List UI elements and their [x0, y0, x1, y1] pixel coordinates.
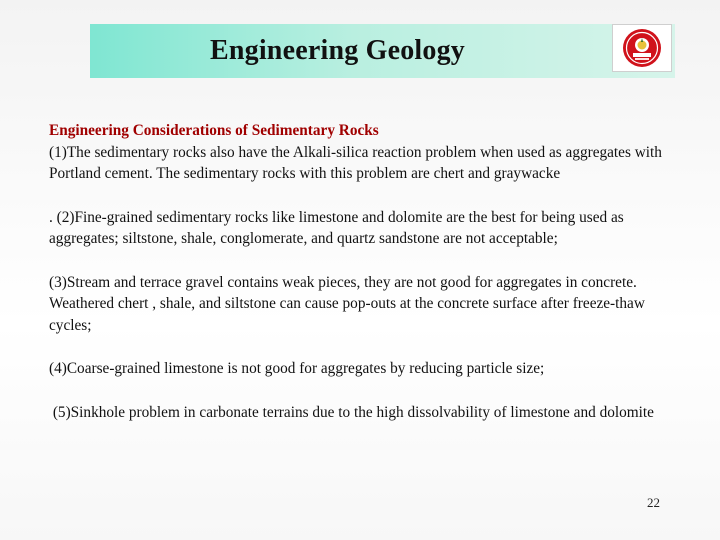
- paragraph-1: (1)The sedimentary rocks also have the Alkali-silica reaction problem when used as aggregates with Portland cement. The sedimentary rocks with this problem are chert and graywacke: [49, 143, 662, 182]
- logo: [612, 24, 672, 72]
- slide-title: Engineering Geology: [209, 35, 466, 66]
- page-number: 22: [647, 495, 660, 510]
- paragraph-4: (4)Coarse-grained limestone is not good for aggregates by reducing particle size;: [49, 360, 545, 377]
- paragraph-5: (5)Sinkhole problem in carbonate terrains due to the high dissolvability of limestone and dolomite: [49, 403, 654, 421]
- paragraph-2: . (2)Fine-grained sedimentary rocks like limestone and dolomite are the best for being used as aggregates; siltstone, shale, conglomerate, and quartz sandstone are not acceptable;: [49, 208, 624, 247]
- section-heading: Engineering Considerations of Sedimentary Rocks: [49, 122, 379, 139]
- title-banner: [90, 24, 675, 78]
- slide-body: [49, 120, 669, 423]
- university-seal-icon: [613, 25, 671, 71]
- paragraph-3: (3)Stream and terrace gravel contains weak pieces, they are not good for aggregates in concrete. Weathered chert , shale, and siltstone can cause pop-outs at the concrete surface after freeze-thaw cycles;: [49, 273, 645, 334]
